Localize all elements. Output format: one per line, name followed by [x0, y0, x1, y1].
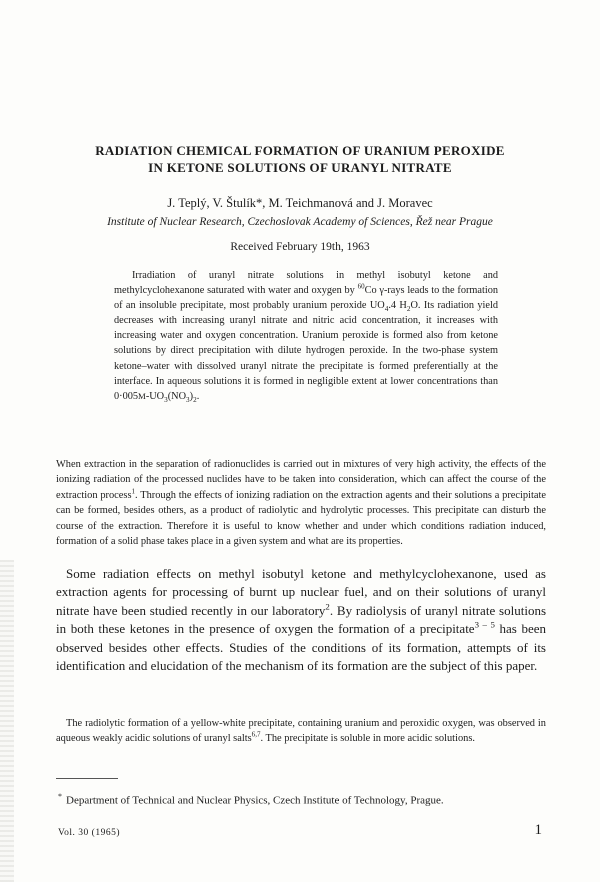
isotope-superscript: 60 [357, 282, 365, 291]
footnote-divider [56, 778, 118, 779]
citation-ref: 3 – 5 [474, 619, 495, 630]
author-list: J. Teplý, V. Štulík*, M. Teichmanová and J. Moravec [167, 196, 433, 210]
page-number: 1 [534, 822, 542, 838]
main-paragraph: Some radiation effects on methyl isobutyl ketone and methylcyclohexanone, used as extraction agents for processing of burnt up nuclear fuel, and on their solutions of uranyl nitrate have been studied recently in our laboratory$^2$. By radiolysis of uranyl nitrate solutions in both these ketones in the presence of oxygen the formation of a precipitate$^{3 - 5}$ has been observed besides other effects. Studies of the conditions of its formation, attempts of its identification and elucidation of the mechanism of its formation are the subject of this paper. [56, 566, 547, 674]
received-date: Received February 19th, 1963 [230, 241, 370, 253]
title-line-2: IN KETONE SOLUTIONS OF URANYL NITRATE [148, 160, 452, 175]
affiliation: Institute of Nuclear Research, Czechoslovak Academy of Sciences, Řež near Prague [107, 216, 493, 228]
intro-paragraph: When extraction in the separation of radionuclides is carried out in mixtures of very high activity, the effects of the ionizing radiation of the processed nuclides have to be taken into consideration, which can affect the course of the extraction process$^1$. Through the effects of ionizing radiation on the extraction agents and their solutions a precipitate can be formed, besides others, as a product of radiolytic and hydrolytic processes. This precipitate can disturb the course of the extraction. Therefore it is useful to know whether and under which conditions radiation induced, formation of a solid phase takes place in a given system and what are its properties. [56, 459, 546, 548]
article-title [40, 142, 560, 176]
footnote: * Department of Technical and Nuclear Physics, Czech Institute of Technology, Prague. [58, 792, 444, 807]
citation-ref: 6,7 [251, 730, 261, 739]
body-paragraph: The radiolytic formation of a yellow-white precipitate, containing uranium and peroxidic oxygen, was observed in aqueous weakly acidic solutions of uranyl salts$^{6,7}$. The precipitate is soluble in more acidic solutions. [56, 718, 546, 745]
volume-info: Vol. 30 (1965) [58, 828, 120, 838]
title-line-1: RADIATION CHEMICAL FORMATION OF URANIUM PEROXIDE [95, 143, 505, 158]
abstract: Irradiation of uranyl nitrate solutions in methyl isobutyl ketone and methylcyclohexanone saturated with water and oxygen by $^{60}$Co γ-rays leads to the formation of an insoluble precipitate, most probably uranium peroxide $UO_4.4$ $H_2O$. Its radiation yield decreases with increasing uranyl nitrate and nitric acid concentration, it increases with increasing water and oxygen concentration. Uranium peroxide is formed also from ketone solutions by direct precipitation with dilute hydrogen peroxide. In the two-phase system ketone–water with dissolved uranyl nitrate the precipitate is formed preferentially at the interface. In aqueous solutions it is formed in negligible extent at lower concentrations than $0\cdot 005M-UO_3(NO_3)_2$. [114, 270, 498, 404]
citation-ref: 2 [325, 601, 330, 612]
footnote-mark: * [58, 792, 62, 801]
scan-binding-shadow [0, 560, 14, 882]
citation-ref: 1 [131, 487, 136, 496]
